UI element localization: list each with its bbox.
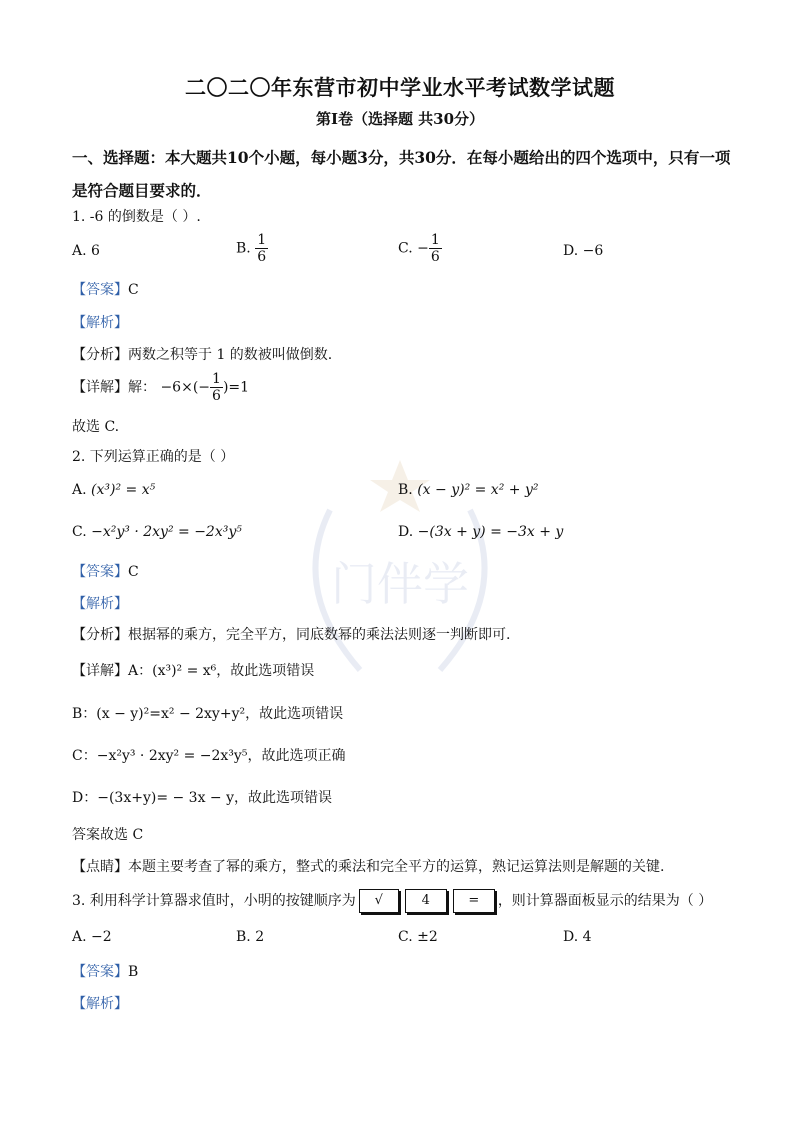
- q1-option-c-fraction: $\frac{1}{6}$: [430, 232, 440, 265]
- q2-xiangjie-d: D：−(3x+y)= − 3x − y，故此选项错误: [72, 790, 333, 806]
- q2-stem: 2. 下列运算正确的是（ ）: [72, 449, 235, 465]
- q3-stem: 3. 利用科学计算器求值时，小明的按键顺序为 √ 4 = ，则计算器面板显示的结果为（ ）: [72, 889, 712, 913]
- q1-analysis-heading: 【解析】: [72, 315, 128, 331]
- page-title: 二〇二〇年东营市初中学业水平考试数学试题: [185, 75, 615, 100]
- section-heading: 一、选择题：本大题共10个小题，每小题3分，共30分．在每小题给出的四个选项中，只有一项是符合题目要求的．: [72, 148, 731, 200]
- q1-conclusion: 故选 C.: [72, 419, 120, 435]
- calculator-4-key: 4: [405, 889, 447, 913]
- q1-option-b: [236, 232, 268, 265]
- calculator-sqrt-key: √: [359, 889, 399, 913]
- q1-option-b-fraction: $\frac{1}{6}$: [257, 232, 267, 265]
- q2-option-c: C. −x²y³ · 2xy² = −2x³y⁵: [72, 524, 242, 540]
- q3-option-d: D. 4: [563, 929, 592, 945]
- q3-analysis-heading: 【解析】: [72, 996, 128, 1012]
- q1-option-d: D. −6: [563, 243, 604, 259]
- q3-option-c: C. ±2: [398, 929, 438, 945]
- q1-option-a: A. 6: [72, 243, 100, 259]
- part-subtitle: 第Ⅰ卷（选择题 共30分）: [315, 110, 485, 128]
- q3-answer: 【答案】B: [72, 964, 139, 980]
- q3-option-b: B. 2: [236, 929, 265, 945]
- q1-answer: 【答案】C: [72, 282, 139, 298]
- q2-xiangjie-b: B：(x − y)²=x² − 2xy+y²，故此选项错误: [72, 706, 344, 722]
- q3-option-a: A. −2: [72, 929, 112, 945]
- watermark-text: 门伴学: [331, 557, 469, 611]
- calculator-equals-key: =: [453, 889, 495, 913]
- q1-xiangjie: 【详解】解： −6×(− $\frac{1}{6}$ )=1: [72, 371, 250, 404]
- q2-xiangjie-a: 【详解】A：(x³)² = x⁶，故此选项错误: [72, 663, 315, 679]
- q1-fenxi: 【分析】两数之积等于 1 的数被叫做倒数.: [72, 347, 333, 363]
- q2-analysis-heading: 【解析】: [72, 596, 128, 612]
- q2-dianjing: 【点睛】本题主要考查了幂的乘方，整式的乘法和完全平方的运算，熟记运算法则是解题的关键.: [72, 859, 665, 875]
- q2-fenxi: 【分析】根据幂的乘方，完全平方，同底数幂的乘法法则逐一判断即可.: [72, 627, 511, 643]
- q2-xiangjie-c: C：−x²y³ · 2xy² = −2x³y⁵，故此选项正确: [72, 748, 346, 764]
- q1-option-b-label: B.: [236, 240, 251, 257]
- q1-option-c: [398, 232, 442, 265]
- q2-option-b: B. (x − y)² = x² + y²: [398, 482, 539, 498]
- q2-conclusion: 答案故选 C: [72, 827, 144, 843]
- q2-option-d: D. −(3x + y) = −3x + y: [398, 524, 564, 540]
- q2-option-a: A. (x³)² = x⁵: [72, 482, 156, 498]
- q1-stem: 1. -6 的倒数是（ ）.: [72, 209, 201, 225]
- q1-option-c-label: C. −: [398, 240, 429, 257]
- q2-answer: 【答案】C: [72, 564, 139, 580]
